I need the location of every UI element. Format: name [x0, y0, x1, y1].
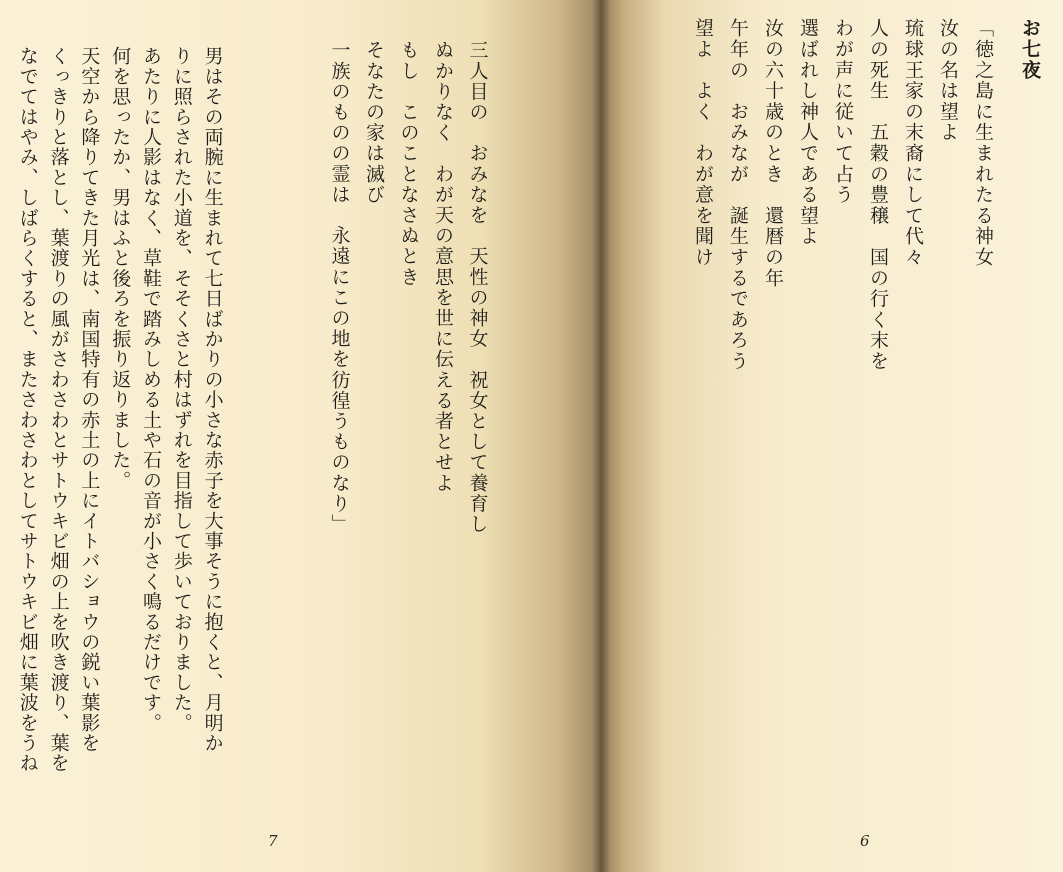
poem-line: ぬかりなく わが天の意思を世に伝える者とせよ: [432, 40, 454, 494]
poem-line: 人の死生 五穀の豊穣 国の行く末を: [867, 18, 889, 372]
prose-line: 天空から降りてきた月光は、南国特有の赤土の上にイトバショウの鋭い葉影を: [78, 46, 101, 753]
right-page: [600, 0, 1063, 872]
chapter-title: お七夜: [1019, 18, 1041, 81]
poem-line: 午年の おみなが 誕生するであろう: [727, 18, 749, 372]
prose-line: くっきりと落とし、葉渡りの風がさわさわとサトウキビ畑の上を吹き渡り、葉を: [47, 46, 70, 774]
poem-line: 望よ よく わが意を聞け: [692, 18, 714, 268]
page-number-right: 6: [860, 832, 870, 850]
poem-line: 一族のものの霊は 永遠にこの地を彷徨うものなり」: [328, 40, 351, 535]
poem-line: 三人目の おみなを 天性の神女 祝女として養育し: [466, 40, 489, 535]
poem-line: 汝の名は望よ: [937, 18, 959, 143]
oracle-poem-continued: [322, 40, 495, 534]
prose-line: 男はその両腕に生まれて七日ばかりの小さな赤子を大事そうに抱くと、月明か: [201, 46, 224, 753]
poem-line: そなたの家は滅び: [363, 40, 385, 205]
poem-line: 琉球王家の末裔にして代々: [902, 18, 924, 268]
poem-line: 汝の六十歳のとき 還暦の年: [762, 18, 784, 289]
right-text-block: [685, 18, 1047, 372]
prose-line: 何を思ったか、男はふと後ろを振り返りました。: [109, 46, 132, 491]
poem-line: 選ばれし神人である望よ: [797, 18, 819, 247]
book-gutter: [592, 0, 610, 872]
prose-line: なでてはやみ、しばらくすると、またさわさわとしてサトウキビ畑に葉波をうね: [16, 46, 39, 774]
page-number-left: 7: [268, 832, 278, 850]
prose-line: りに照らされた小道を、そそくさと村はずれを目指して歩いておりました。: [170, 46, 193, 733]
poem-line: もし このことなさぬとき: [397, 40, 420, 288]
poem-line: 「徳之島に生まれたる神女: [972, 18, 994, 268]
prose-line: あたりに人影はなく、草鞋で踏みしめる土や石の音が小さく鳴るだけです。: [139, 46, 162, 733]
prose-block: [12, 46, 228, 773]
poem-line: わが声に従いて占う: [832, 18, 854, 206]
